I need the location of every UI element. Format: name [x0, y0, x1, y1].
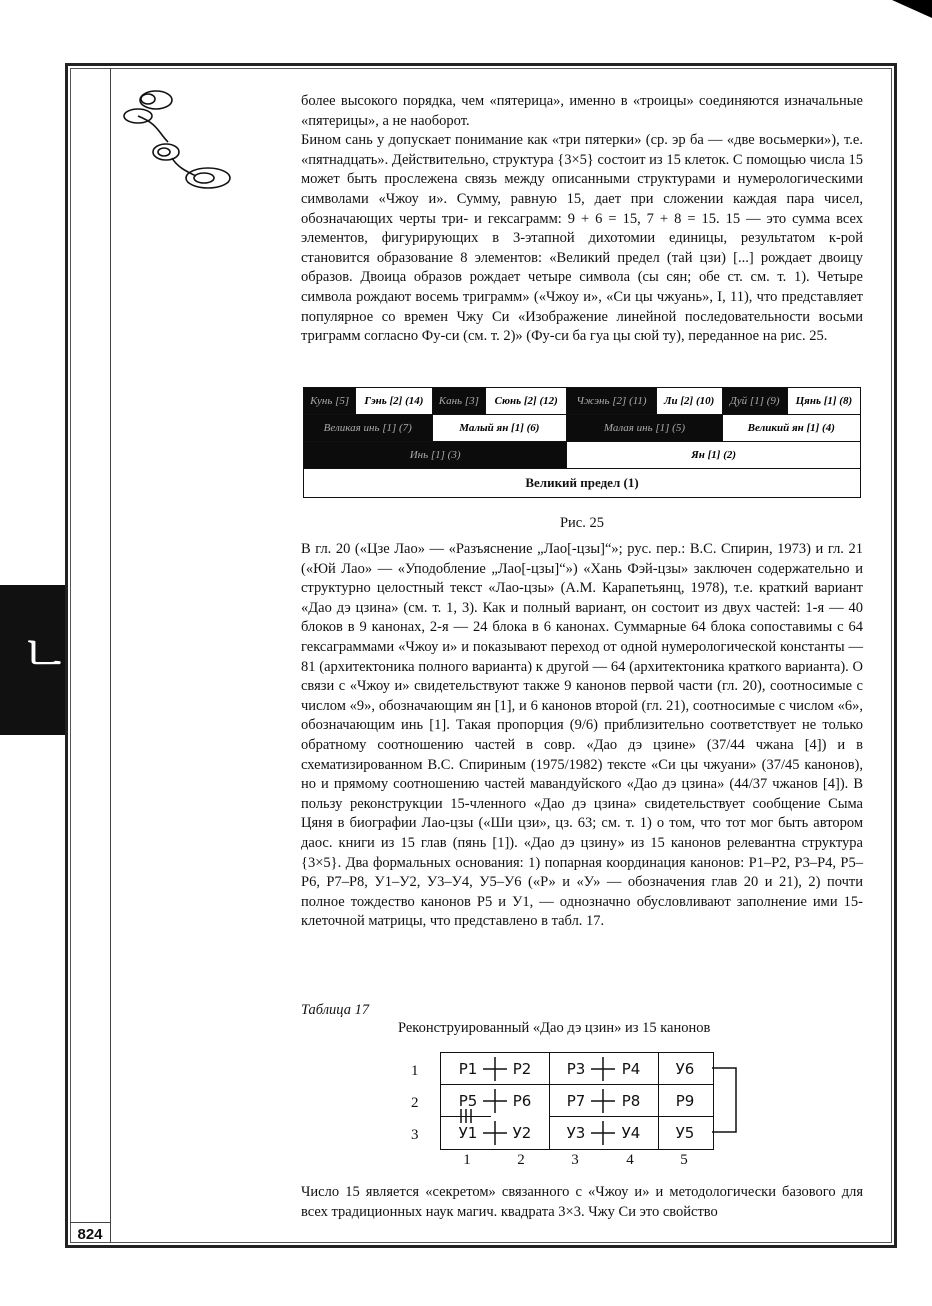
table-cell: У1	[458, 1124, 478, 1142]
table-cell: У6	[675, 1060, 695, 1078]
table-row-labels	[411, 1055, 419, 1151]
table-cell: Р1	[458, 1060, 478, 1078]
figure-cell: Дуй [1] (9)	[722, 388, 787, 415]
table-cell: Р8	[621, 1092, 641, 1110]
thumb-tab-glyph: ㄴ	[20, 625, 71, 685]
text-block-top	[301, 92, 863, 347]
figure-row-base	[304, 469, 861, 498]
table-cell: Р4	[621, 1060, 641, 1078]
text-block-bottom	[301, 1183, 863, 1222]
pair-connector-lines	[441, 1053, 713, 1149]
table-cell: Р6	[512, 1092, 532, 1110]
table-cell: У5	[675, 1124, 695, 1142]
figure-cell: Кань [3]	[432, 388, 486, 415]
figure-cell: Цянь [1] (8)	[787, 388, 860, 415]
figure-cell: Инь [1] (3)	[304, 442, 567, 469]
figure-cell: Ли [2] (10)	[656, 388, 722, 415]
figure-cell: Сюнь [2] (12)	[486, 388, 567, 415]
figure-row-trigrams	[304, 388, 861, 415]
row-label: 2	[411, 1095, 419, 1111]
figure-cell: Малый ян [1] (6)	[432, 415, 567, 442]
corner-mark	[892, 0, 932, 18]
paragraph: Бином сань у допускает понимание как «три пятерки» (ср. эр ба — «две восьмерки»), т.е. «пятнадцать». Действительно, структура {3×5} состоит из 15 клеток. С помощью числа 15 может быть прослежена связь между описанными структурами и нумерологическими символами «Чжоу и». Сумму, равную 15, дает при сложении каждая пара чисел, обозначающих черты три- и гексаграмм: 9 + 6 = 15, 7 + 8 = 15. 15 — это сумма всех элементов, фигурирующих в 3-этапной дихотомии единицы, результатом к-рой становится образование 8 элементов: «Великий предел (тай цзи) [...] рождает двоицу образов. Двоица образов рождает четыре символа (сы сян; обе ст. см. т. 1). Четыре символа рождают восемь триграмм» («Чжоу и», «Си цы чжуань», I, 11), что представляет популярное со времен Чжу Си «Изображение линейной последовательности восьми триграмм согласно Фу-си (см. т. 2)» (Фу-си ба гуа цы сюй ту), переданное на рис. 25.	[301, 132, 863, 345]
figure-cell: Великий ян [1] (4)	[722, 415, 860, 442]
paragraph: более высокого порядка, чем «пятерица», именно в «троицы» соединяются изначальные «пятерицы», а не наоборот.	[301, 93, 863, 129]
figure-cell: Великая инь [1] (7)	[304, 415, 433, 442]
table-cell: Р9	[675, 1092, 695, 1110]
table-cell: У4	[621, 1124, 641, 1142]
figure-25-diagram	[303, 387, 861, 498]
paragraph: Число 15 является «секретом» связанного с «Чжоу и» и методологически базового для всех традиционных наук магич. квадрата 3×3. Чжу Си это свойство	[301, 1184, 863, 1220]
table-cell: У3	[566, 1124, 586, 1142]
figure-cell: Малая инь [1] (5)	[567, 415, 722, 442]
table-title: Реконструированный «Дао дэ цзин» из 15 канонов	[398, 1020, 711, 1036]
col-label: 4	[626, 1152, 634, 1168]
col-label: 3	[571, 1152, 579, 1168]
table-label: Таблица 17	[301, 1002, 370, 1018]
table-cell: Р7	[566, 1092, 586, 1110]
figure-cell: Чжэнь [2] (11)	[567, 388, 656, 415]
thumb-index-tab	[0, 585, 71, 735]
figure-row-symbols	[304, 415, 861, 442]
paragraph: В гл. 20 («Цзе Лао» — «Разъяснение „Лао[-цзы]“»; рус. пер.: В.С. Спирин, 1973) и гл. 21 («Юй Лао» — «Уподобление „Лао[-цзы]“») «Хань Фэй-цзы» заключен содержательно и структурно целостный текст «Лао-цзы» (А.М. Карапетьянц, 1978), т.е. краткий вариант «Дао дэ цзина» (см. т. 1, 3). Как и полный вариант, он состоит из двух частей: 1-я — 40 блоков в 9 канонах, 2-я — 24 блока в 6 канонах. Суммарные 64 блока сопоставимы с 64 гексаграммами «Чжоу и» и показывают переход от одной нумерологической константы — 81 (архитектоника полного варианта) к другой — 64 (архитектоника краткого варианта). О связи с «Чжоу и» свидетельствуют также 9 канонов первой части (гл. 20), соотносимые с числом «9», обозначающим ян [1], и 6 канонов второй (гл. 21), соотносимые с числом «6», обозначающим инь [1]. Такая пропорция (9/6) приблизительно соответствует не только обратному соотношению частей в совр. «Дао дэ цзине» (37/44 чжана [4]) и в схематизированном В.С. Спириным (1975/1982) тексте «Си цы чжуани» (37/45 канонов), но и прямому соотношению частей мавандуйского «Дао дэ цзина» (44/37 чжанов [4]). В пользу реконструкции 15-членного «Дао дэ цзина» свидетельствует сообщение Сыма Цяня в биографии Лао-цзы («Ши цзи», цз. 63; см. т. 1) о том, что тот мог быть автором даос. книги из 15 глав (пянь [1]). «Дао дэ цзину» из 15 канонов релевантна структура {3×5}. Два формальных основания: 1) попарная координация канонов: Р1–Р2, Р3–Р4, Р5–Р6, Р7–Р8, У1–У2, У3–У4, У5–У6 («Р» и «У» — обозначения глав 20 и 21), 2) почти полное тождество канонов Р5 и У1, — однозначно обусловливают заполнение ими 15-клеточной матрицы, что представлено в табл. 17.	[301, 541, 863, 930]
page-number: 824	[70, 1222, 110, 1245]
table-cell: Р3	[566, 1060, 586, 1078]
col-label: 1	[463, 1152, 471, 1168]
table-cell: У2	[512, 1124, 532, 1142]
figure-row-forms	[304, 442, 861, 469]
cloud-ornament-icon	[118, 86, 238, 206]
margin-rule	[110, 68, 111, 1243]
figure-caption: Рис. 25	[559, 515, 604, 531]
u5-u6-bracket	[712, 1052, 742, 1148]
row-label: 1	[411, 1063, 419, 1079]
figure-cell: Кунь [5]	[304, 388, 356, 415]
row-label: 3	[411, 1127, 419, 1143]
table-17-grid	[440, 1052, 714, 1150]
table-cell: Р2	[512, 1060, 532, 1078]
col-label: 2	[517, 1152, 525, 1168]
figure-cell: Великий предел (1)	[304, 469, 861, 498]
col-label: 5	[680, 1152, 688, 1168]
text-block-middle	[301, 540, 863, 932]
table-cell: Р5	[458, 1092, 478, 1110]
figure-cell: Гэнь [2] (14)	[356, 388, 432, 415]
figure-cell: Ян [1] (2)	[567, 442, 861, 469]
